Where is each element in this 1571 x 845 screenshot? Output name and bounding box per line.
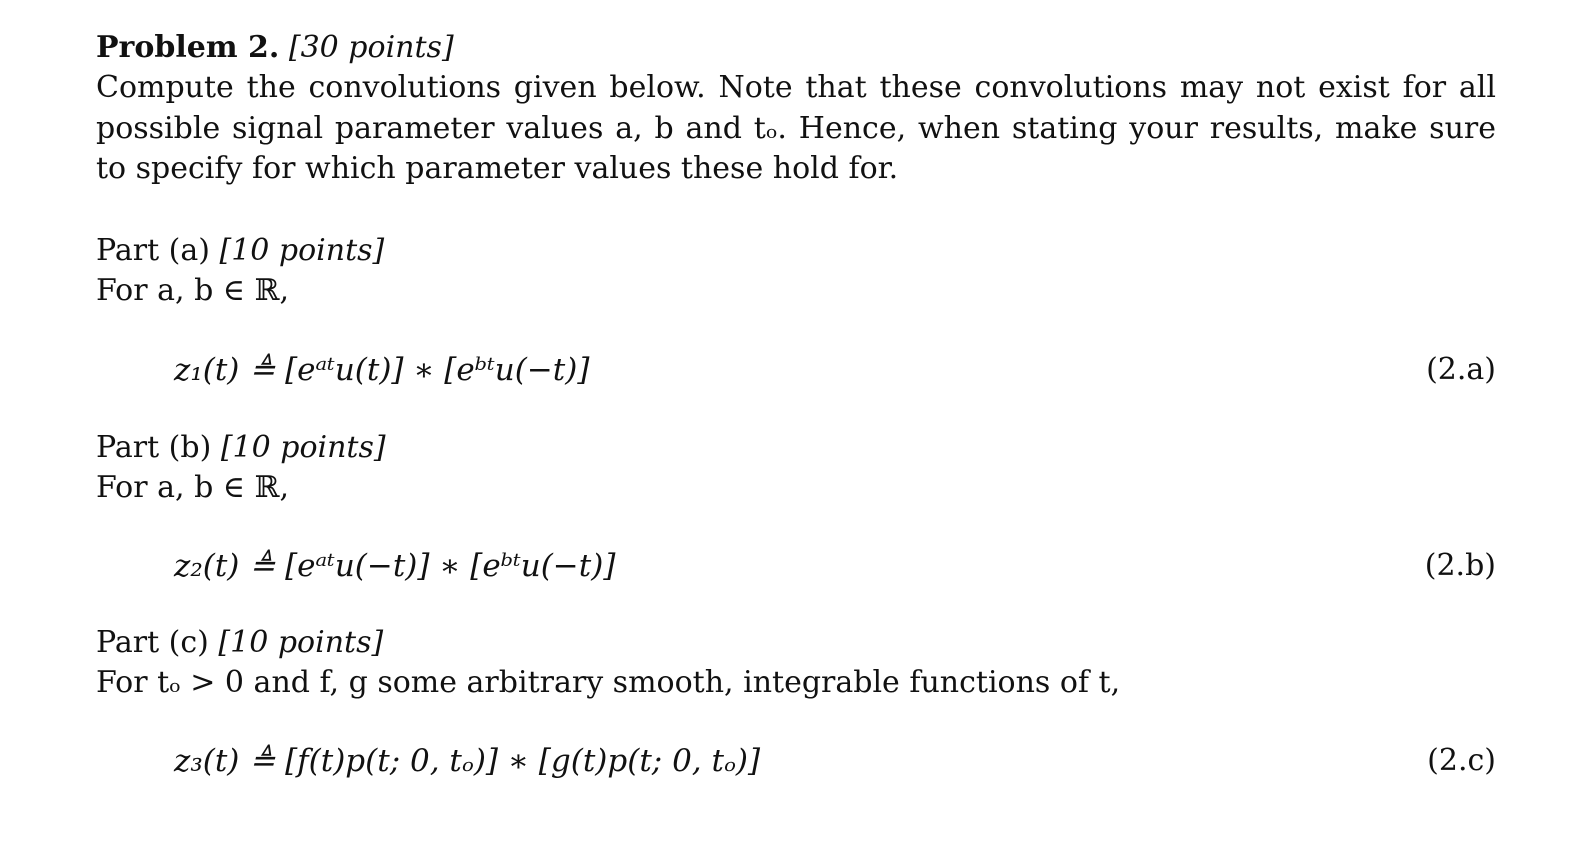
part-c-label: Part (c) — [96, 625, 209, 660]
equation-row-a — [96, 340, 1496, 400]
part-b-condition: For a, b ∈ ℝ, — [96, 470, 290, 505]
equation-number-c: (2.c) — [1427, 743, 1496, 778]
equation-number-b: (2.b) — [1424, 548, 1496, 583]
problem-heading — [96, 28, 1496, 68]
equation-row-c — [96, 731, 1496, 791]
part-c-points: [10 points] — [218, 625, 384, 660]
part-a-label: Part (a) — [96, 233, 210, 268]
part-a-condition: For a, b ∈ ℝ, — [96, 273, 290, 308]
part-a-points: [10 points] — [219, 233, 385, 268]
part-b-label: Part (b) — [96, 430, 212, 465]
equation-a: z₁(t) ≜ [eᵃᵗu(t)] ∗ [eᵇᵗu(−t)] — [174, 352, 590, 388]
part-a-header — [96, 231, 384, 311]
equation-b: z₂(t) ≜ [eᵃᵗu(−t)] ∗ [eᵇᵗu(−t)] — [174, 548, 616, 584]
part-b-header — [96, 428, 386, 508]
equation-c: z₃(t) ≜ [f(t)p(t; 0, tₒ)] ∗ [g(t)p(t; 0, tₒ)] — [174, 743, 761, 779]
equation-row-b — [96, 536, 1496, 596]
part-c-header — [96, 623, 1120, 703]
problem-title: Problem 2. — [96, 30, 280, 65]
part-c-condition: For tₒ > 0 and f, g some arbitrary smooth, integrable functions of t, — [96, 665, 1121, 700]
equation-number-a: (2.a) — [1426, 352, 1496, 387]
part-b-points: [10 points] — [220, 430, 386, 465]
problem-statement: Compute the convolutions given below. Note that these convolutions may not exist for all possible signal parameter values a, b and tₒ. Hence, when stating your results, make sure to specify for which parameter values these hold for. — [96, 70, 1496, 186]
problem-document — [96, 28, 1496, 779]
problem-points: [30 points] — [288, 30, 454, 65]
